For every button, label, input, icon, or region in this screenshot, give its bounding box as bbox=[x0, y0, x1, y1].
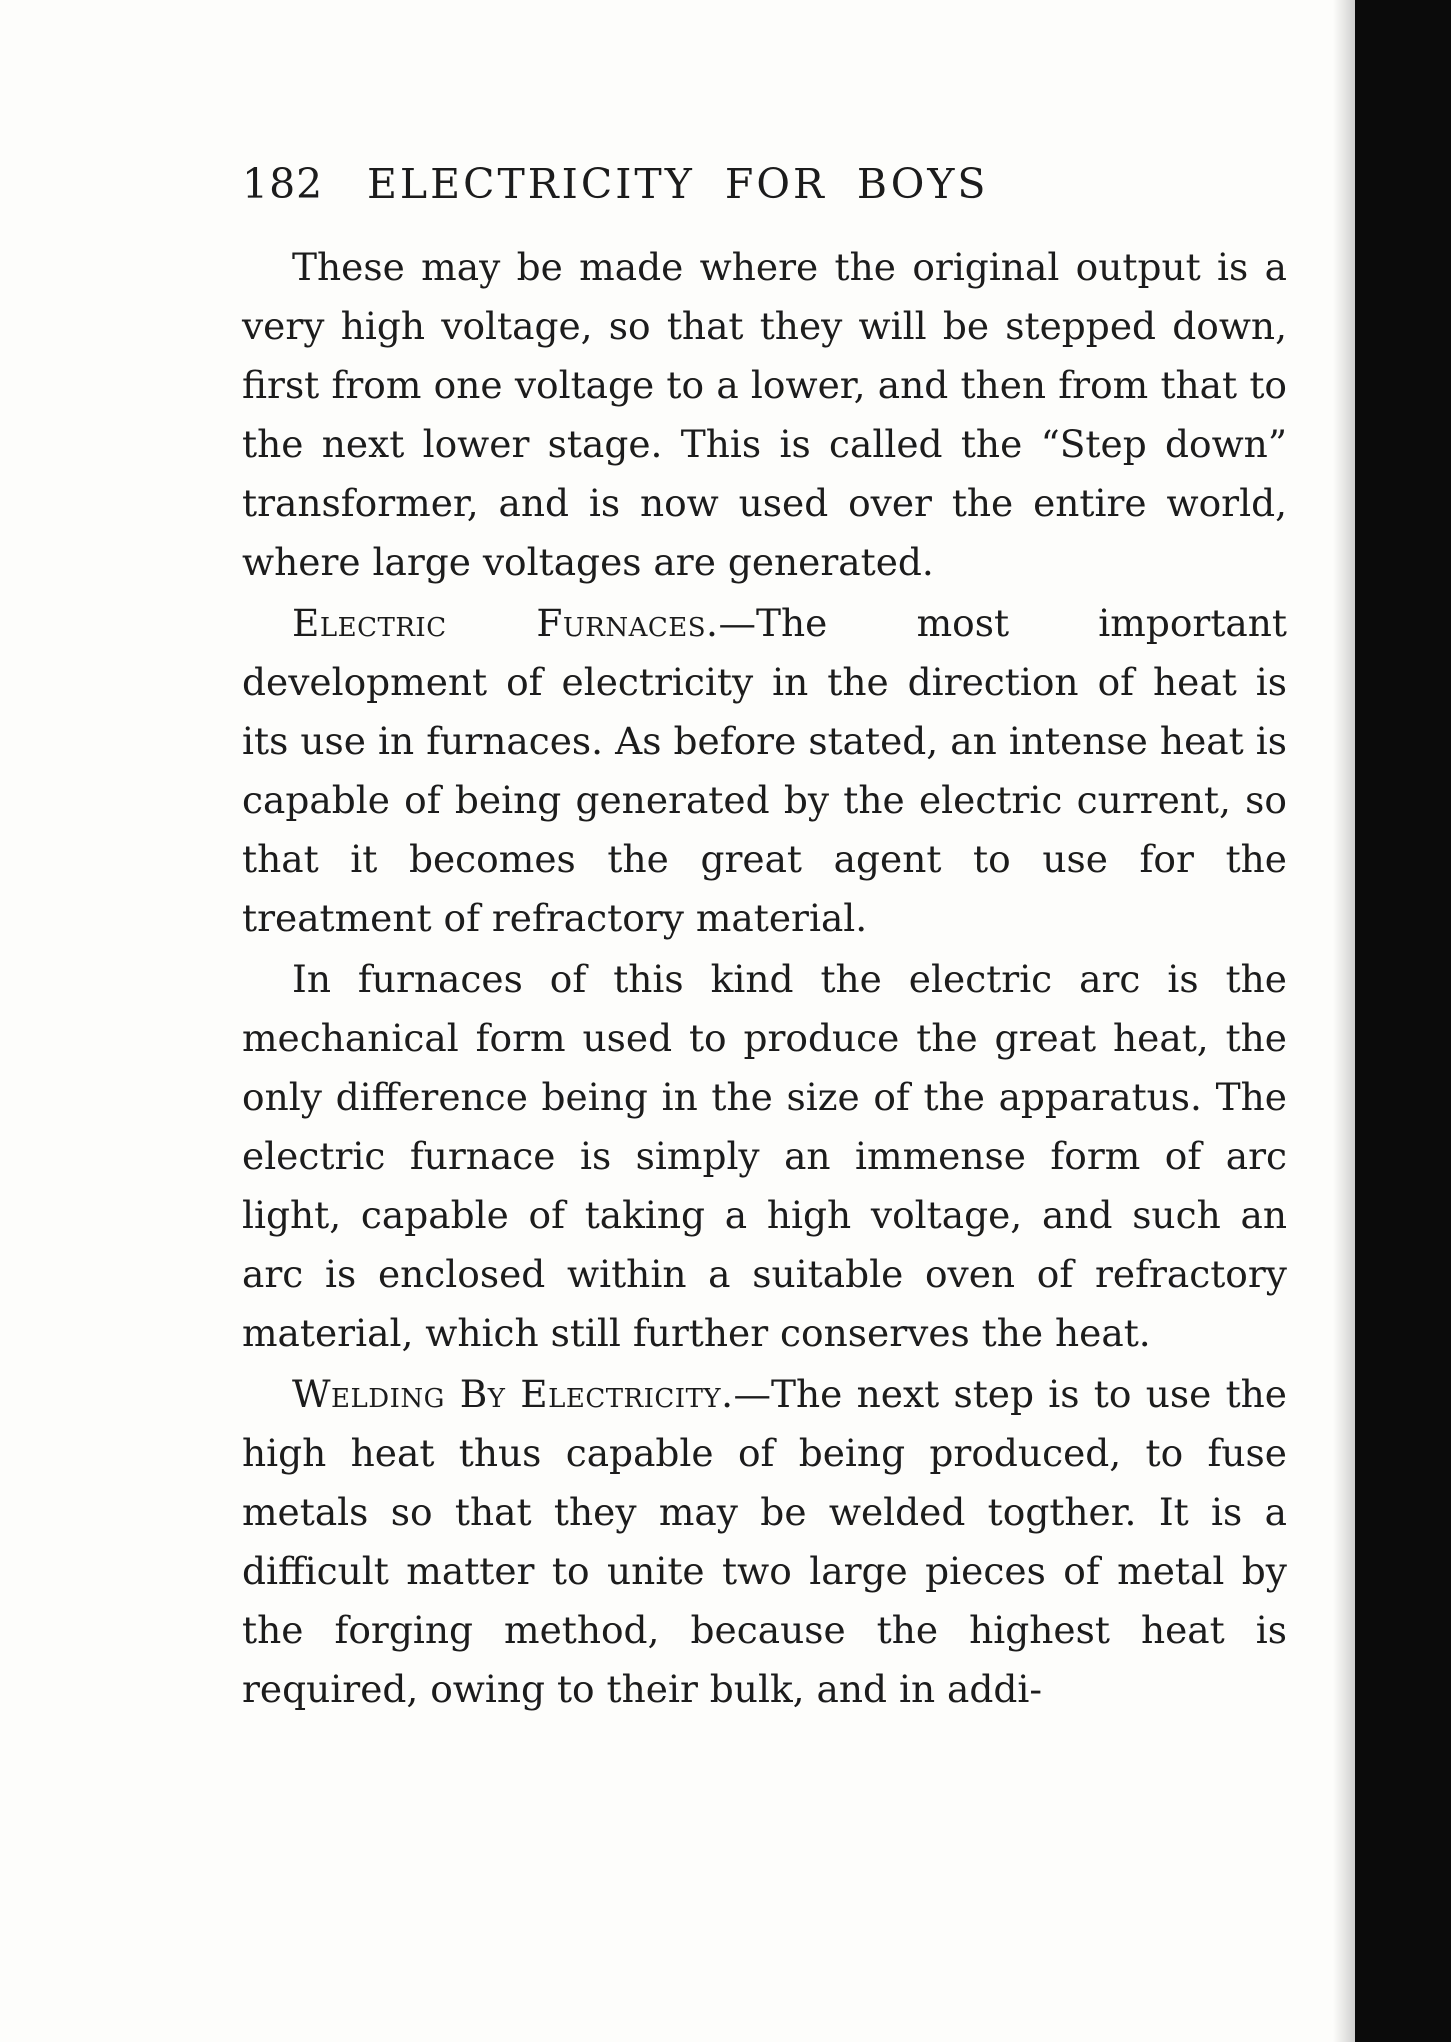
running-title: ELECTRICITY FOR BOYS bbox=[367, 160, 989, 208]
paragraph-text: In furnaces of this kind the electric arc is the mechanical form used to produce the great heat, the only difference being in the size of the apparatus. The electric furnace is simply an immense form of arc light, capable of taking a high voltage, and such an arc is enclosed within a suitable oven of refractory material, which still further conserves the heat. bbox=[242, 957, 1287, 1355]
paragraph-text: —The next step is to use the high heat thus capable of being produced, to fuse metals so that they may be welded togther. It is a difficult matter to unite two large pieces of metal by the forging method, because the highest heat is required, owing to their bulk, and in addi- bbox=[242, 1372, 1287, 1711]
paragraph-text: —The most important development of electricity in the direction of heat is its use in furnaces. As before stated, an intense heat is capable of being generated by the electric current, so that it becomes the great agent to use for the treatment of refractory material. bbox=[242, 601, 1287, 940]
scan-dark-margin bbox=[1355, 0, 1451, 2042]
paragraph-welding bbox=[242, 1365, 1287, 1719]
section-heading-welding: Welding By Electricity. bbox=[292, 1372, 734, 1416]
book-page bbox=[242, 160, 1287, 1721]
paragraph-text: These may be made where the original output is a very high voltage, so that they will be stepped down, first from one voltage to a lower, and then from that to the next lower stage. This is called the “Step down” transformer, and is now used over the entire world, where large voltages are generated. bbox=[242, 245, 1287, 584]
paragraph-step-down bbox=[242, 238, 1287, 592]
section-heading-electric-furnaces: Electric Furnaces. bbox=[292, 601, 719, 645]
page-number: 182 bbox=[242, 160, 324, 208]
paragraph-arc-furnace bbox=[242, 950, 1287, 1363]
scan-edge-shadow bbox=[1333, 0, 1355, 2042]
paragraph-electric-furnaces bbox=[242, 594, 1287, 948]
running-header bbox=[242, 160, 1287, 224]
